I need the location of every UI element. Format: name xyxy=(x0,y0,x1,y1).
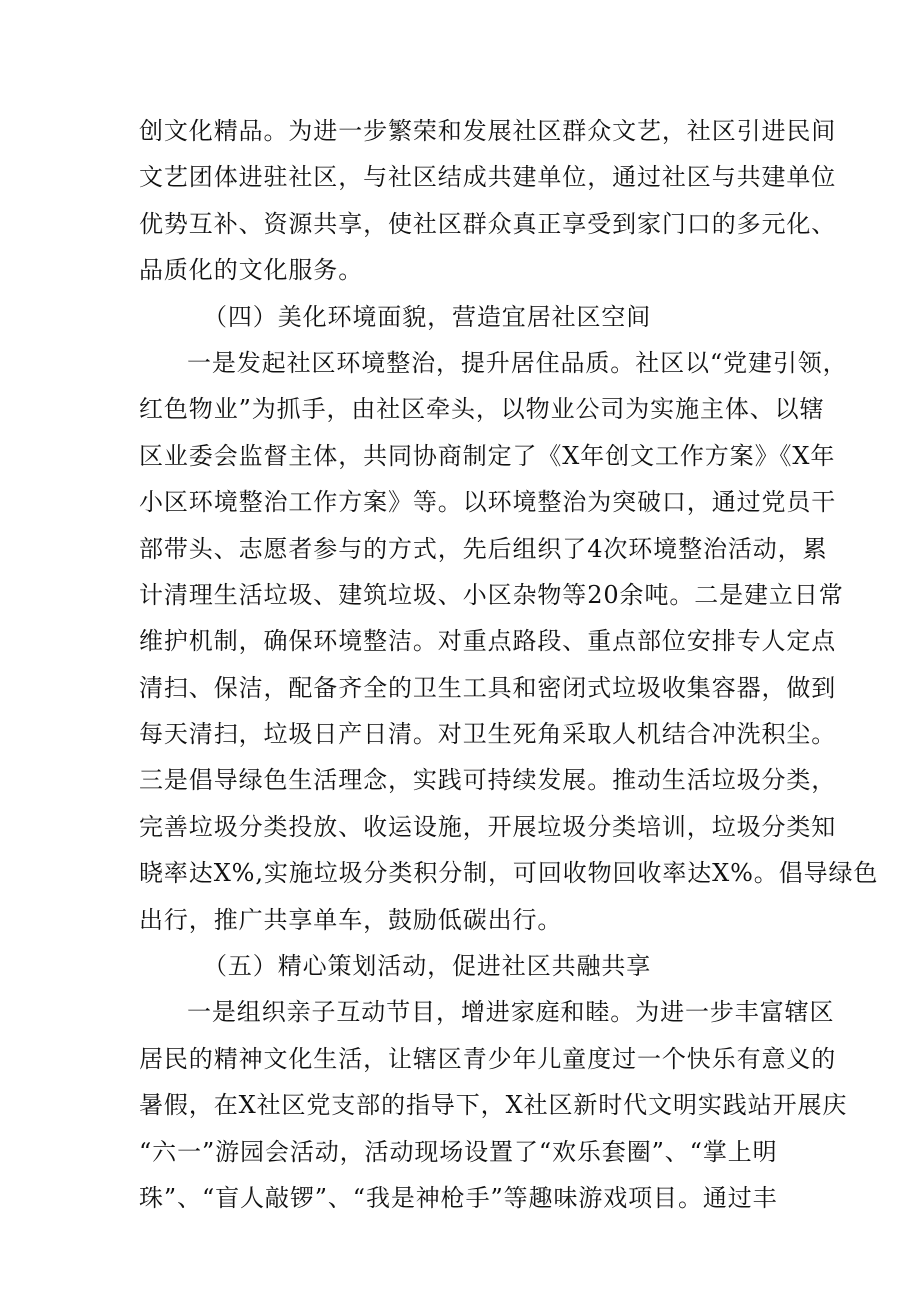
text-line: 晓率达X%,实施垃圾分类积分制，可回收物回收率达X%。倡导绿色 xyxy=(139,859,879,888)
paragraph-first-line: 一是组织亲子互动节目，增进家庭和睦。为进一步丰富辖区 xyxy=(187,998,835,1027)
text-line: 优势互补、资源共享，使社区群众真正享受到家门口的多元化、 xyxy=(139,209,837,238)
text-line: 居民的精神文化生活，让辖区青少年儿童度过一个快乐有意义的 xyxy=(139,1044,837,1073)
text-line: 红色物业”为抓手，由社区牵头，以物业公司为实施主体、以辖 xyxy=(139,395,825,424)
text-line: 每天清扫，垃圾日产日清。对卫生死角采取人机结合冲洗积尘。 xyxy=(139,720,837,749)
section-heading-5: （五）精心策划活动，促进社区共融共享 xyxy=(203,952,652,981)
text-line: 区业委会监督主体，共同协商制定了《X年创文工作方案》《X年 xyxy=(139,441,836,470)
text-line: 维护机制，确保环境整洁。对重点路段、重点部位安排专人定点 xyxy=(139,627,837,656)
text-line: 计清理生活垃圾、建筑垃圾、小区杂物等20余吨。二是建立日常 xyxy=(139,580,844,609)
text-line: 小区环境整治工作方案》等。以环境整治为突破口，通过党员干 xyxy=(139,488,837,517)
text-line: 暑假，在X社区党支部的指导下，X社区新时代文明实践站开展庆 xyxy=(139,1091,848,1120)
section-heading-4: （四）美化环境面貌，营造宜居社区空间 xyxy=(203,302,652,331)
text-line: 珠”、“盲人敲锣”、“我是神枪手”等趣味游戏项目。通过丰 xyxy=(139,1183,778,1212)
text-line: 品质化的文化服务。 xyxy=(139,256,364,285)
document-body xyxy=(139,108,879,1221)
text-line: 完善垃圾分类投放、收运设施，开展垃圾分类培训，垃圾分类知 xyxy=(139,812,837,841)
paragraph-first-line: 一是发起社区环境整治，提升居住品质。社区以“党建引领， xyxy=(187,348,848,377)
text-line: “六一”游园会活动，活动现场设置了“欢乐套圈”、“掌上明 xyxy=(139,1137,778,1166)
text-line: 清扫、保洁，配备齐全的卫生工具和密闭式垃圾收集容器，做到 xyxy=(139,673,837,702)
text-line: 三是倡导绿色生活理念，实践可持续发展。推动生活垃圾分类， xyxy=(139,766,837,795)
text-line: 部带头、志愿者参与的方式，先后组织了4次环境整治活动，累 xyxy=(139,534,828,563)
text-line: 出行，推广共享单车，鼓励低碳出行。 xyxy=(139,905,563,934)
text-line: 创文化精品。为进一步繁荣和发展社区群众文艺，社区引进民间 xyxy=(139,117,837,145)
text-line: 文艺团体进驻社区，与社区结成共建单位，通过社区与共建单位 xyxy=(139,163,837,192)
